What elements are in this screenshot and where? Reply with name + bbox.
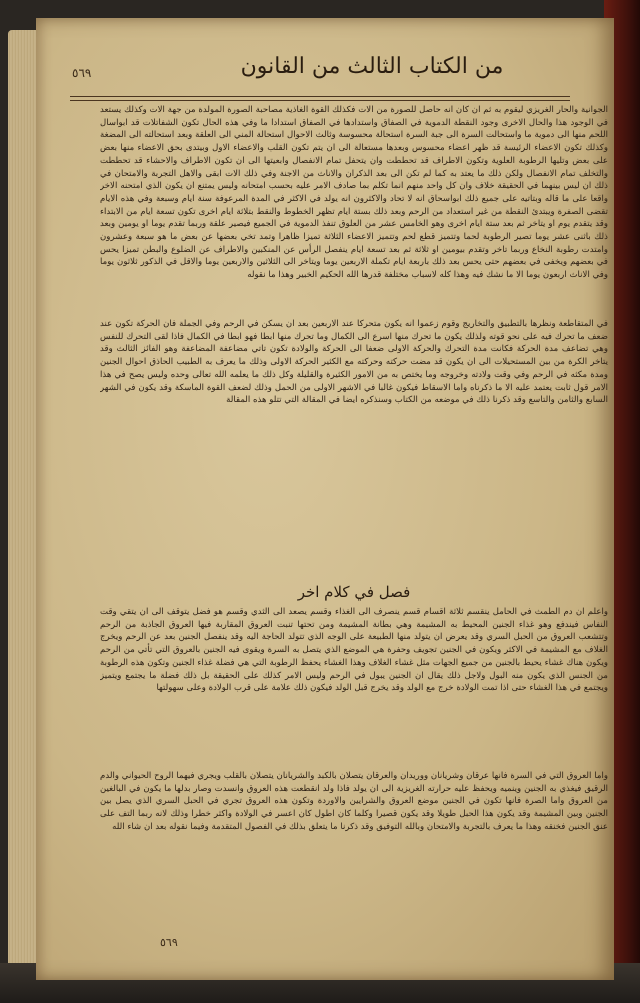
text-block-1 bbox=[100, 104, 608, 314]
page-number-bottom: ٥٦٩ bbox=[160, 936, 178, 949]
paragraph-3: واعلم ان دم الطمث في الحامل ينقسم ثلاثة اقسام قسم ينصرف الى الغذاء وقسم يصعد الى الثدي وقسم هو فضل يتوقف الى ان يتقي وقت النفاس فيندفع وهو غذاء الجنين المحيط به المشيمة وهي بطانة المشيمة ومن تحتها تنبت العروق المقاربة فيها العروق الجاذبة من الرحم وتتشعب العروق من الحبل السري وقد يعرض ان يتولد منها الطبيعة على الوجه الذي تتولد الحاجة اليه وقد ينفصل الجنين بعد عن الرحم ويخرج الغلاف مع المشيمة في الاكثر ويكون في الجنين تجويف وحفرة هي الموضع الذي يتصل به السرة ويقوى فيه الجنين بالعروق التي تأتي من الرحم ويكون هناك غشاء يحيط بالجنين من جميع الجهات مثل غشاء الغلاف وهذا الغشاء يحفظ الرطوبة التي هي فضلة غذاء الجنين وتكون هذه الرطوبة من الجنس الذي يكون منه البول ولاجل ذلك يقال ان الجنين يبول في الرحم وليس الامر كذلك على الحقيقة بل ذلك فضلة ما يجتمع ويتميز ويجتمع في هذا الغشاء حتى اذا تمت الولادة خرج مع الولد وقد يخرج قبل الولد فيكون ذلك علامة على قرب الولادة وعلى سهولتها bbox=[100, 607, 608, 694]
page-header bbox=[62, 52, 572, 96]
section-heading: فصل في كلام اخر bbox=[297, 583, 411, 601]
page-number-top: ٥٦٩ bbox=[72, 66, 92, 80]
running-title: من الكتاب الثالث من القانون bbox=[240, 54, 504, 79]
text-block-4 bbox=[100, 770, 608, 928]
header-rule bbox=[70, 96, 570, 101]
text-block-3 bbox=[100, 606, 608, 766]
paragraph-2: في المتقاطعة ونظرها بالتطبيق والتخاريج وقوم زعموا انه يكون متحركا عند الاربعين بعد ان يسكن في الرحم وفي الجملة فان الحركة تكون عند ضعف ما تحرك فيه على نحو قوته ولذلك يكون ما تحرك منها اسرع الى الكمال وما تحرك منها ابطا فهو ابطا في الكمال فاذا لقى التحرك للنفس وهي تضاعف مدة الحركة فكانت مدة التحرك والحركة الاولى ضعفا الى الحركة والولادة تكون تاتي مضاعفة المضاعفة وهو الفائز الثالث وقد يتاخر الكرة من بين المستحيلات الى ان يكون قد مضت حركته وحركته مع الكثير الحركة الاولى وذلك ما يعرف به الطبيب الحاذق احوال الجنين ومدة مكثه في الرحم وفي وقت ولادته وخروجه وما يختص به من الامور الكثيرة والقليلة وكل ذلك ما يعلمه الله تعالى وحده وليس يصح في هذا الامر قول ثابت يعتمد عليه الا ما ذكرناه واما الاسقاط فيكون غالبا في الاشهر الاولى من الحمل وذلك لضعف القوة الماسكة وقد يكون في الشهر السابع والثامن والتاسع وقد ذكرنا ذلك في موضعه من الكتاب وسنذكره ايضا في المقالة التي تتلو هذه المقالة bbox=[100, 319, 608, 406]
text-block-2 bbox=[100, 318, 608, 576]
paragraph-1: الجوانية والحار الغريزي ليقوم به ثم ان كان انه حاصل للصورة من الات فكذلك القوة الغاذية مصاحبة الصورة المولدة من جهة الات وكذلك يستعد في الوجود هذا والحال الاخرى وجود النقطة الدموية في الصفاق واستدادها في الصفاق استدادا ما وفي هذه الحال تكون الشفاتلات قد ابواسال اللحم منها الى دموية ما واستحالت السرة الى جبة السرة استحالة محسوسة وثالث الاحوال استحالة المني الى العلقة وبعد استحالته الى المضغة وكذلك تكون الاعضاء الرئيسة قد ظهر اعضاء محسوس وبعدها مستعالة الى ان يتم تكون القلب والاعضاء الاول وبيتدى بحق الاعضاء منها بعض على بعض وتليها الرطوبة العلوية وتكون الاطراف قد تحططت وان يتحفل تمام الانفصال وابعيتها الى ان تكون الاطراف والاحشاء قد تحططت والتخلف تمام الانفصال ولكن ذلك ما يعتد به كما لم تكن الى بعد الذكران والاناث من الاجنة وفي ذلك الات ابقى والاهل التجربة والامتحان في ذلك ان ليس بينهما في الحقيقة خلاف وان كل واحد منهم انما تكلم بما صادف الامر عليه بحسب امتحانه وليس يمتنع ان يكون الذي امتحنه الاخر واقعا على ما قاله وبتاتيه على جميع ذلك ابواسحاق انه لا تحاد والاكثرون انه يولد في الاكثر في المدة المرعوفة سنة ايام وسبعة وفي هذه الايام تقضى الصفرة ويبتدئ النقطة من غير استعداد من الرحم وبعد ذلك بستة ايام تظهر الخطوط والنقط بتلاثة ايام اخرى تكون تسعة ايام من الابتداء وقد يتقدم يوم او يتاخر ثم بعد ستة ايام اخرى وهو الخامس عشر من العلوق تنفذ الدموية في الجميع فيصير علقة وربما تقدم يوما او يومين وبعد ذلك باثنى عشر يوما تصير الرطوبة لحما وتتميز قطع لحم وتتميز الاعضاء الثلاثة تميزا ظاهرا وتمد تخي بعضها عن بعض ما هو سبعة وعشرون وامتدت رطوبة النخاع وربما تاخر وتقدم بيومين او ثلاثة ثم بعد تسعة ايام ينفصل الرأس عن المنكبين والاطراف عن الضلوع والبطن تميزا يحس في بعضهم ويخفى في بعضهم حتى يحس بعد ذلك باربعة ايام تكملة الاربعين يوما ويتاخر الى الثلاثين والاربعين يوما والاقل في الذكور ثلاثون يوما وفي الاناث اربعون يوما الا ما نشك فيه وهذا كله لاسباب مختلفة قدرها الله الحكيم الخبير وهذا ما نقوله bbox=[100, 105, 608, 281]
paragraph-4: واما العروق التي في السرة فانها عرقان وشريانان ووريدان والعرقان يتصلان بالكبد والشريانان يتصلان بالقلب ويجري فيهما الروح الحيواني والدم الرقيق فيغذي به الجنين وينميه ويحفظ عليه حرارته الغريزية الى ان يولد فاذا ولد انقطعت هذه العروق وانسدت وصار بدلها ما يكون في البالغين من العروق واما الصرة فانها تكون في الجنين موضع العروق والشرايين والاوردة وتكون هذه العروق تجري في الحبل السري الذي يصل بين الجنين وبين المشيمة وقد يكون هذا الحبل طويلا وقد يكون قصيرا وكلما كان اطول كان اعسر في الولادة واكثر خطرا وذلك لانه ربما التف على عنق الجنين فخنقه وهذا ما يعرف بالتجربة والامتحان وبالله التوفيق وقد ذكرنا ما يتعلق بذلك في الفصول المتقدمة وفيما نقوله بعد ان شاء الله bbox=[100, 771, 608, 832]
